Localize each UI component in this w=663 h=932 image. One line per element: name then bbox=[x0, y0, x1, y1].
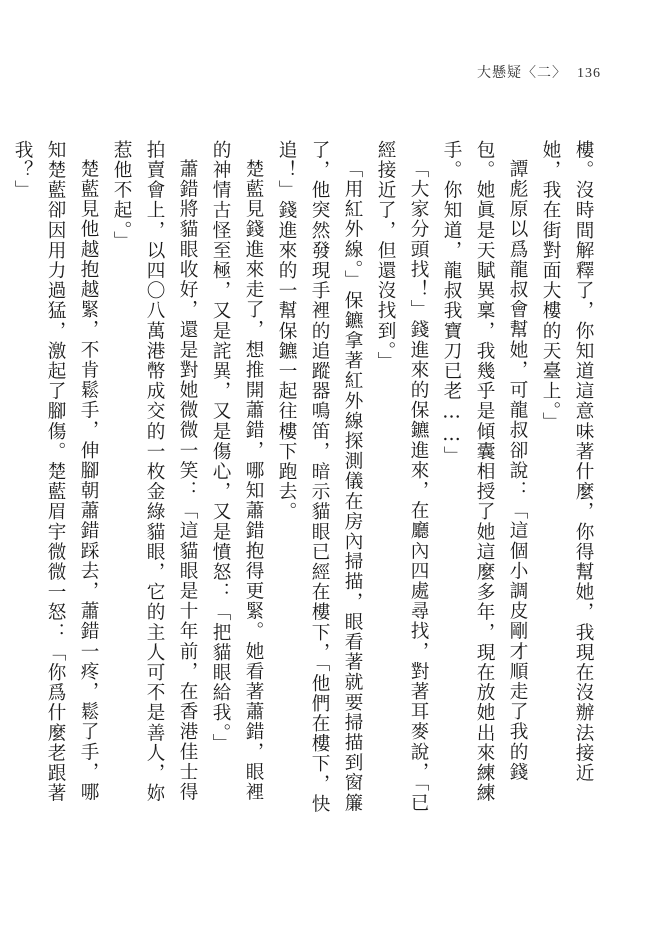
paragraph: 蕭錯將貓眼收好，還是對她微微一笑：「這貓眼是十年前，在香港佳士得拍賣會上，以四〇八萬港幣成交的一枚金綠貓眼，它的主人可不是善人，妳惹他不起。」 bbox=[111, 140, 198, 804]
paragraph: 譚彪原以爲龍叔會幫她，可龍叔卻說：「這個小調皮剛才順走了我的錢包。她眞是天賦異稟，我幾乎是傾囊相授了她這麼多年，現在放她出來練練手。你知道，龍叔我寶刀已老……」 bbox=[441, 140, 528, 804]
running-head bbox=[477, 62, 601, 82]
book-title: 大懸疑〈二〉 bbox=[477, 65, 567, 81]
vertical-text-block bbox=[12, 140, 600, 820]
paragraph bbox=[0, 140, 6, 820]
paragraph: 「大家分頭找！」錢進來的保鑣進來，在廳內四處尋找，對著耳麥說，「已經接近了，但還沒找到。」 bbox=[375, 140, 429, 813]
paragraph: 楚藍見錢進來走了，想推開蕭錯，哪知蕭錯抱得更緊。她看著蕭錯，眼裡的神情古怪至極，又是詫異，又是傷心，又是憤怒：「把貓眼給我。」 bbox=[210, 140, 264, 802]
paragraph: 「用紅外線。」保鑣拿著紅外線探測儀在房內掃描，眼看著就要掃描到窗簾了，他突然發現手裡的追蹤器鳴笛，暗示貓眼已經在樓下，「他們在樓下，快追！」錢進來的一幫保鑣一起往樓下跑去。 bbox=[276, 140, 363, 815]
page-number: 136 bbox=[577, 66, 601, 81]
paragraph: 樓。沒時間解釋了，你知道這意味著什麼，你得幫她，我現在沒辦法接近她，我在街對面大樓的天臺上。」 bbox=[540, 140, 594, 784]
paragraph: 楚藍見他越抱越緊，不肯鬆手，伸腳朝蕭錯踩去，蕭錯一疼，鬆了手，哪知楚藍卻因用力過猛，激起了腳傷。楚藍眉宇微微一怒：「你爲什麼老跟著我？」 bbox=[12, 140, 99, 804]
